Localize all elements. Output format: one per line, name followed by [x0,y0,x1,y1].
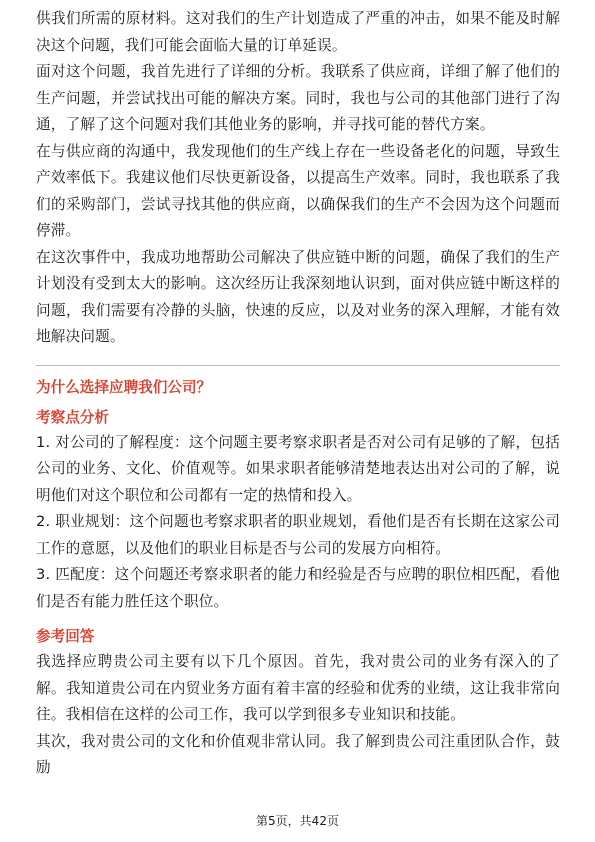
question-title: 为什么选择应聘我们公司？ [36,378,212,396]
section-divider [36,365,560,366]
analysis-point: 1. 对公司的了解程度：这个问题主要考察求职者是否对公司有足够的了解，包括公司的业务、文化、价值观等。如果求职者能够清楚地表达出对公司的了解，说明他们对这个职位和公司都有一定的热情和投入。 [36,433,560,504]
answer-heading: 参考回答 [36,628,95,645]
analysis-point: 2. 职业规划：这个问题也考察求职者的职业规划，看他们是否有长期在这家公司工作的意愿，以及他们的职业目标是否与公司的发展方向相符。 [36,513,560,557]
body-paragraph: 在与供应商的沟通中，我发现他们的生产线上存在一些设备老化的问题，导致生产效率低下。我建议他们尽快更新设备，以提高生产效率。同时，我也联系了我们的采购部门，尝试寻找其他的供应商，以确保我们的生产不会因为这个问题而停滞。 [36,142,560,239]
body-paragraph: 供我们所需的原材料。这对我们的生产计划造成了严重的冲击，如果不能及时解决这个问题，我们可能会面临大量的订单延误。 [36,10,560,54]
answer-paragraph: 我选择应聘贵公司主要有以下几个原因。首先，我对贵公司的业务有深入的了解。我知道贵公司在内贸业务方面有着丰富的经验和优秀的业绩，这让我非常向往。我相信在这样的公司工作，我可以学到很多专业知识和技能。 [36,653,560,723]
body-paragraph: 面对这个问题，我首先进行了详细的分析。我联系了供应商，详细了解了他们的生产问题，并尝试找出可能的解决方案。同时，我也与公司的其他部门进行了沟通，了解了这个问题对我们其他业务的影响，并寻找可能的替代方案。 [36,63,560,133]
page-number: 第5页，共42页 [256,814,339,828]
analysis-point: 3. 匹配度：这个问题还考察求职者的能力和经验是否与应聘的职位相匹配，看他们是否有能力胜任这个职位。 [36,566,560,610]
analysis-heading: 考察点分析 [36,408,109,426]
body-paragraph: 在这次事件中，我成功地帮助公司解决了供应链中断的问题，确保了我们的生产计划没有受到太大的影响。这次经历让我深刻地认识到，面对供应链中断这样的问题，我们需要有冷静的头脑，快速的反应，以及对业务的深入理解，才能有效地解决问题。 [36,248,560,345]
page-content [36,6,560,782]
answer-paragraph: 其次，我对贵公司的文化和价值观非常认同。我了解到贵公司注重团队合作，鼓励 [36,732,560,776]
